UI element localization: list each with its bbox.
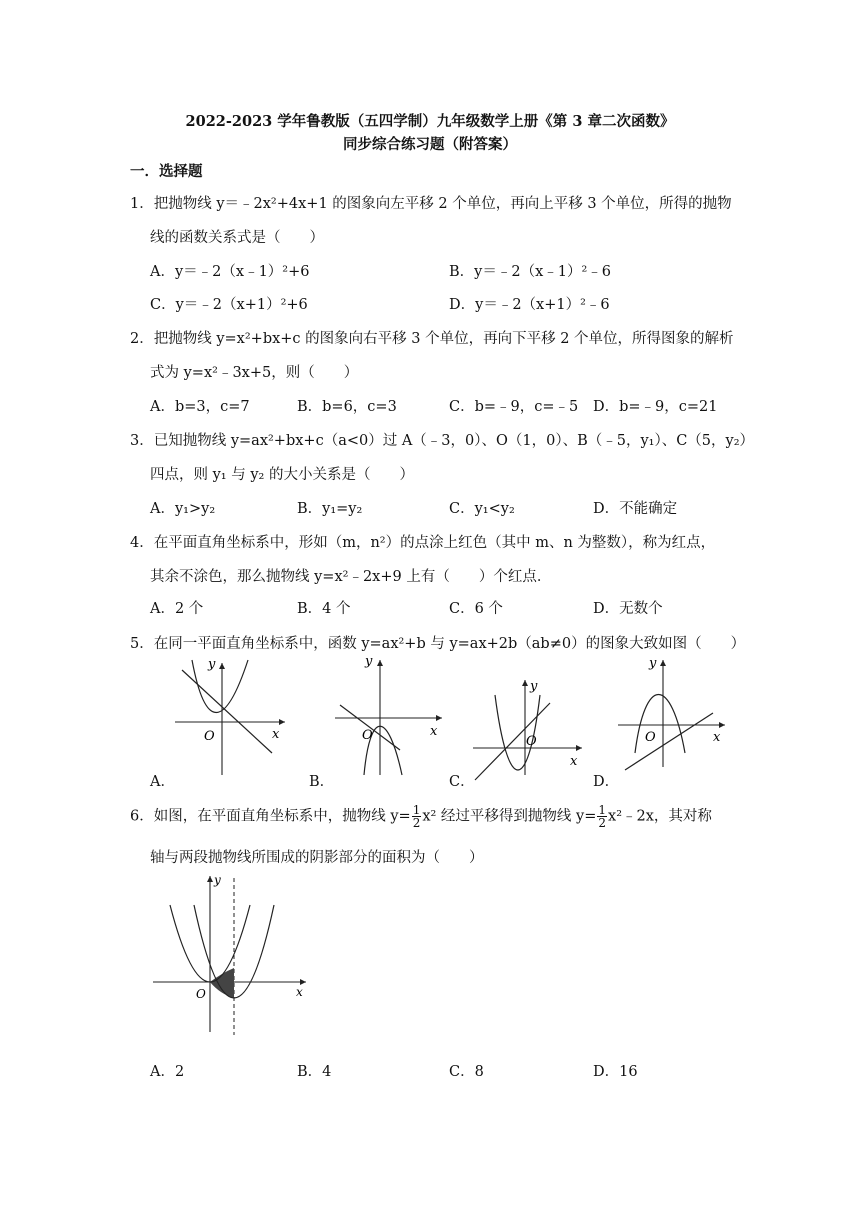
q5-graph-d (613, 655, 733, 774)
q4-option-c: C．6 个 (449, 601, 503, 617)
q6-option-d: D．16 (593, 1064, 638, 1080)
q3-option-c: C．y₁<y₂ (449, 501, 515, 517)
q6-fraction-1: $\frac{1}{2}$ (412, 803, 421, 830)
q1-option-c: C．y＝﹣2（x+1）²+6 (150, 297, 308, 313)
q6-axis-y: y (214, 873, 221, 887)
q3-stem-line1: 3．已知抛物线 y=ax²+bx+c（a<0）过 A（﹣3，0）、O（1，0）、B（﹣5，y₁）、C（5，y₂） (130, 433, 755, 449)
doc-title-line1: 2022-2023 学年鲁教版（五四学制）九年级数学上册《第 3 章二次函数》 (185, 113, 675, 130)
q6-stem-line2: 轴与两段抛物线所围成的阴影部分的面积为（ ） (150, 850, 484, 866)
q6-stem-post: x²﹣2x，其对称 (608, 808, 712, 825)
q2-stem-line1: 2．把抛物线 y=x²+bx+c 的图象向右平移 3 个单位，再向下平移 2 个单位，所得图象的解析 (130, 331, 734, 347)
q5-c-axis-x: x (570, 754, 578, 769)
q5-c-origin: O (526, 734, 537, 749)
q4-option-d: D．无数个 (593, 601, 663, 617)
section-heading: 一．选择题 (130, 163, 203, 180)
q5-option-c: C． (449, 774, 475, 790)
q3-option-a: A．y₁>y₂ (150, 501, 216, 517)
q6-axis-x: x (296, 985, 303, 999)
q2-option-b: B．b=6，c=3 (297, 399, 397, 415)
q6-stem-mid: x² 经过平移得到抛物线 y= (422, 808, 597, 825)
q5-b-axis-y: y (365, 654, 373, 669)
q5-d-axis-y: y (649, 656, 657, 671)
q6-option-b: B．4 (297, 1064, 332, 1080)
q5-c-axis-y: y (530, 679, 538, 694)
q5-a-axis-y: y (208, 657, 216, 672)
q5-option-d: D． (593, 774, 620, 790)
q6-stem-pre: 6．如图，在平面直角坐标系中，抛物线 y= (130, 808, 411, 825)
q5-a-axis-x: x (272, 727, 280, 742)
q6-graph (148, 870, 313, 1039)
q4-option-a: A．2 个 (150, 601, 204, 617)
q3-stem-line2: 四点，则 y₁ 与 y₂ 的大小关系是（ ） (150, 467, 414, 483)
q1-stem-line1: 1．把抛物线 y＝﹣2x²+4x+1 的图象向左平移 2 个单位，再向上平移 3 个单位，所得的抛物 (130, 196, 732, 212)
q6-option-c: C．8 (449, 1064, 484, 1080)
q2-option-d: D．b=﹣9，c=21 (593, 399, 718, 415)
doc-title-line2: 同步综合练习题（附答案） (343, 136, 517, 153)
q1-option-d: D．y＝﹣2（x+1）²﹣6 (449, 297, 610, 313)
q1-stem-line2: 线的函数关系式是（ ） (150, 230, 324, 246)
q5-option-b: B． (309, 774, 335, 790)
q6-stem-line1 (130, 804, 712, 829)
q3-option-d: D．不能确定 (593, 501, 678, 517)
q5-d-axis-x: x (713, 730, 721, 745)
q5-stem: 5．在同一平面直角坐标系中，函数 y=ax²+b 与 y=ax+2b（ab≠0）的图象大致如图（ ） (130, 636, 746, 652)
q1-option-b: B．y＝﹣2（x﹣1）²﹣6 (449, 264, 612, 280)
q5-graph-c (470, 675, 590, 784)
q5-d-origin: O (645, 730, 656, 745)
q2-stem-line2: 式为 y=x²﹣3x+5，则（ ） (150, 365, 359, 381)
q6-option-a: A．2 (150, 1064, 185, 1080)
q3-option-b: B．y₁=y₂ (297, 501, 363, 517)
q5-b-axis-x: x (430, 724, 438, 739)
q4-option-b: B．4 个 (297, 601, 351, 617)
q5-option-a: A． (150, 774, 175, 790)
q6-origin: O (196, 987, 206, 1001)
q5-a-origin: O (204, 729, 215, 744)
q5-graph-b (330, 655, 450, 784)
q1-option-a: A．y＝﹣2（x﹣1）²+6 (150, 264, 310, 280)
q6-fraction-2: $\frac{1}{2}$ (598, 803, 607, 830)
q5-b-origin: O (362, 728, 373, 743)
q2-option-c: C．b=﹣9，c=﹣5 (449, 399, 579, 415)
q5-graph-a (170, 655, 290, 784)
q4-stem-line2: 其余不涂色，那么抛物线 y=x²﹣2x+9 上有（ ）个红点． (150, 569, 552, 585)
q2-option-a: A．b=3，c=7 (150, 399, 250, 415)
q4-stem-line1: 4．在平面直角坐标系中，形如（m，n²）的点涂上红色（其中 m、n 为整数），称为红点， (130, 535, 716, 551)
